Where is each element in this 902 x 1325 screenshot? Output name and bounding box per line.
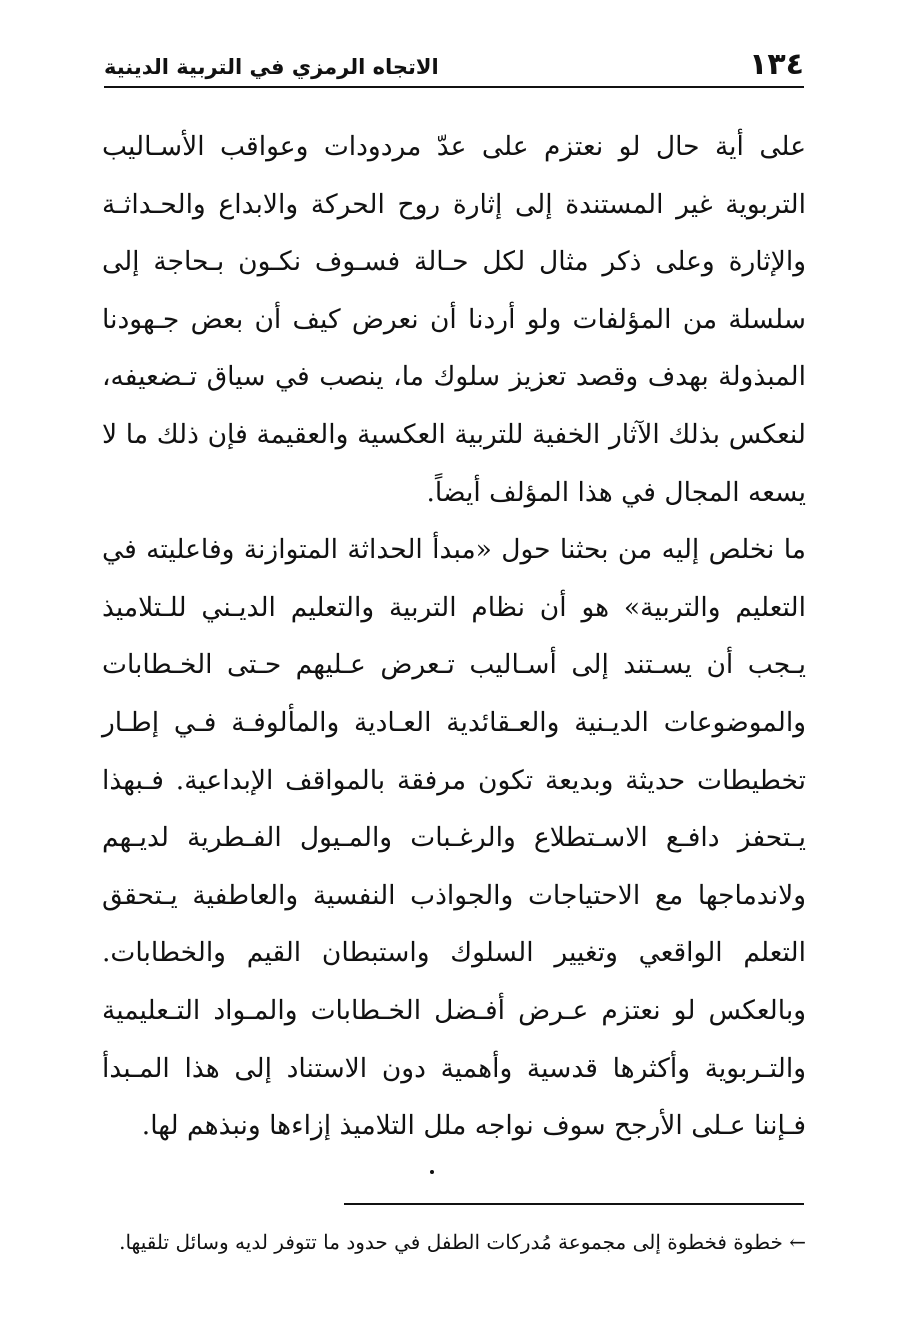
footnote: ← خطوة فخطوة إلى مجموعة مُدركات الطفل في حدود ما تتوفر لديه وسائل تلقيها. bbox=[119, 1230, 806, 1254]
running-title: الاتجاه الرمزي في التربية الدينية bbox=[104, 54, 439, 79]
paragraph: على أية حال لو نعتزم على عدّ مردودات وعواقب الأسـاليب التربوية غير المستندة إلى إثارة روح الحركة والابداع والحـداثـة والإثارة وعلى ذكر مثال لكل حـالة فسـوف نكـون بـحاجة إلى سلسلة من المؤلفات ولو أردنا أن نعرض كيف أن بعض جـهودنا المبذولة بهدف وقصد تعزيز سلوك ما، ينصب في سياق تـضعيفه، لنعكس بذلك الآثار الخفية للتربية العكسية والعقيمة فإن ذلك ما لا يسعه المجال في هذا المؤلف أيضاً. bbox=[102, 131, 807, 508]
page-number: ١٣٤ bbox=[749, 47, 804, 82]
page-header bbox=[104, 36, 804, 88]
separator-dot bbox=[430, 1170, 434, 1174]
body-text bbox=[102, 118, 806, 1155]
paragraph: ما نخلص إليه من بحثنا حول «مبدأ الحداثة المتوازنة وفاعليته في التعليم والتربية» هو أن نظام التربية والتعليم الديـني للـتلاميذ يـجب أن يسـتند إلى أسـاليب تـعرض عـليهم حـتى الخـطابات والموضوعات الديـنية والعـقائدية العـادية والمألوفـة فـي إطـار تخطيطات حديثة وبديعة تكون مرفقة بالمواقف الإبداعية. فـبهذا يـتحفز دافـع الاسـتطلاع والرغـبات والمـيول الفـطرية لديـهم ولاندماجها مع الاحتياجات والجواذب النفسية والعاطفية يـتحقق التعلم الواقعي وتغيير السلوك واستبطان القيم والخطابات. وبالعكس لو نعتزم عـرض أفـضل الخـطابات والمـواد التـعليمية والتـربوية وأكثرها قدسية وأهمية دون الاستناد إلى هذا المـبدأ فـإننا عـلى الأرجح سوف نواجه ملل التلاميذ إزاءها ونبذهم لها. bbox=[102, 534, 806, 1142]
footnote-rule bbox=[344, 1203, 804, 1205]
